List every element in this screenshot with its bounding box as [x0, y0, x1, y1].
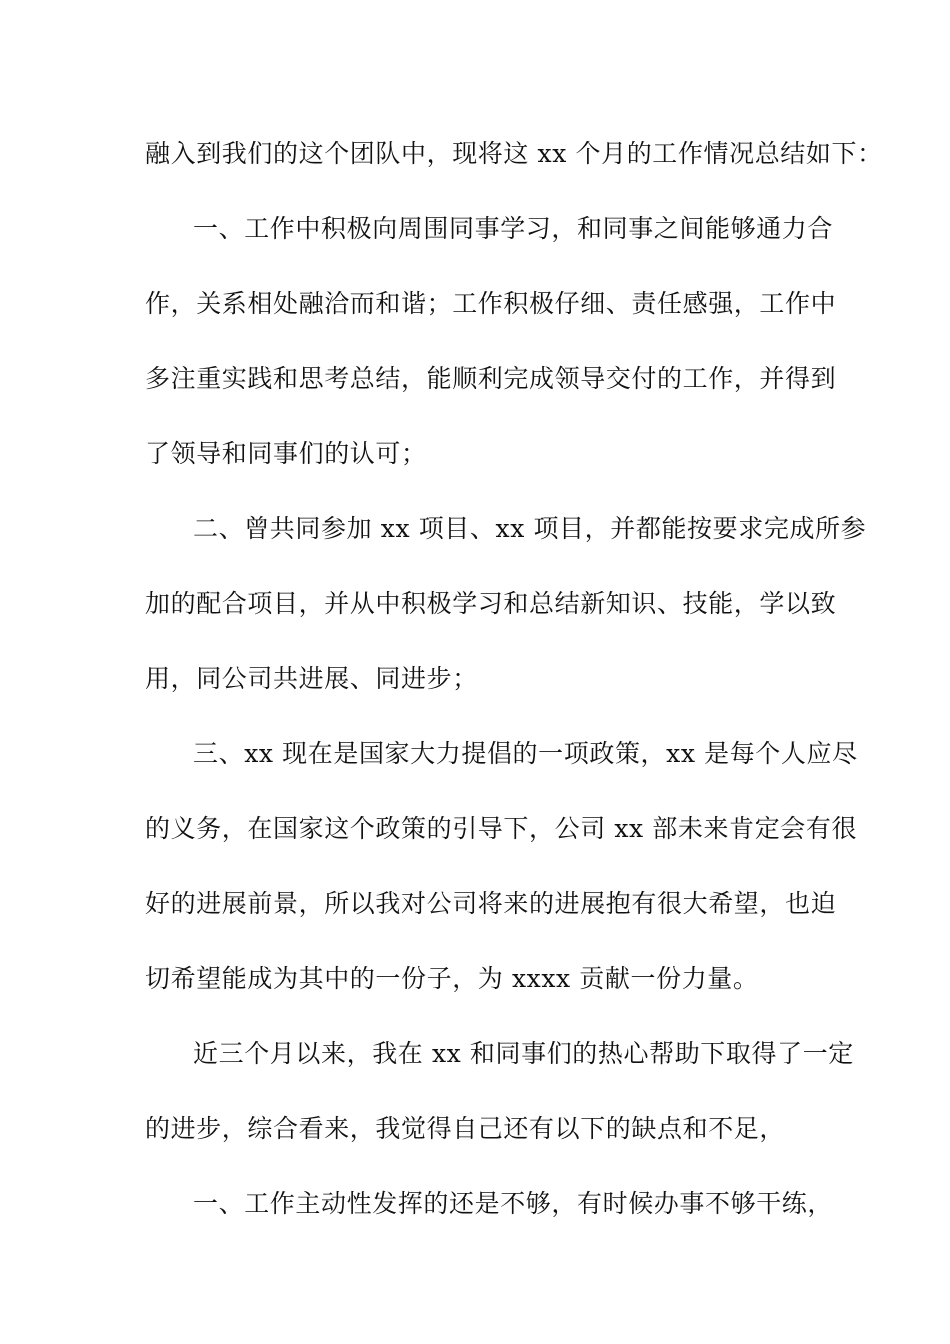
text-line: 加的配合项目，并从中积极学习和总结新知识、技能，学以致	[145, 589, 837, 618]
paragraph-first-line: 二、曾共同参加 xx 项目、xx 项目，并都能按要求完成所参	[193, 514, 867, 543]
text-line: 融入到我们的这个团队中，现将这 xx 个月的工作情况总结如下：	[145, 139, 883, 168]
text-line: 了领导和同事们的认可；	[145, 439, 427, 468]
paragraph-first-line: 一、工作中积极向周围同事学习，和同事之间能够通力合	[193, 214, 834, 243]
text-line: 用，同公司共进展、同进步；	[145, 664, 478, 693]
text-line: 切希望能成为其中的一份子，为 xxxx 贡献一份力量。	[145, 964, 759, 993]
paragraph-first-line: 一、工作主动性发挥的还是不够，有时候办事不够干练，	[193, 1189, 834, 1218]
text-line: 的进步，综合看来，我觉得自己还有以下的缺点和不足，	[145, 1114, 786, 1143]
text-line: 作，关系相处融洽而和谐；工作积极仔细、责任感强，工作中	[145, 289, 837, 318]
text-line: 好的进展前景，所以我对公司将来的进展抱有很大希望，也迫	[145, 889, 837, 918]
paragraph-first-line: 三、xx 现在是国家大力提倡的一项政策，xx 是每个人应尽	[193, 739, 858, 768]
text-line: 的义务，在国家这个政策的引导下，公司 xx 部未来肯定会有很	[145, 814, 858, 843]
text-line: 多注重实践和思考总结，能顺利完成领导交付的工作，并得到	[145, 364, 837, 393]
paragraph-first-line: 近三个月以来，我在 xx 和同事们的热心帮助下取得了一定	[193, 1039, 854, 1068]
